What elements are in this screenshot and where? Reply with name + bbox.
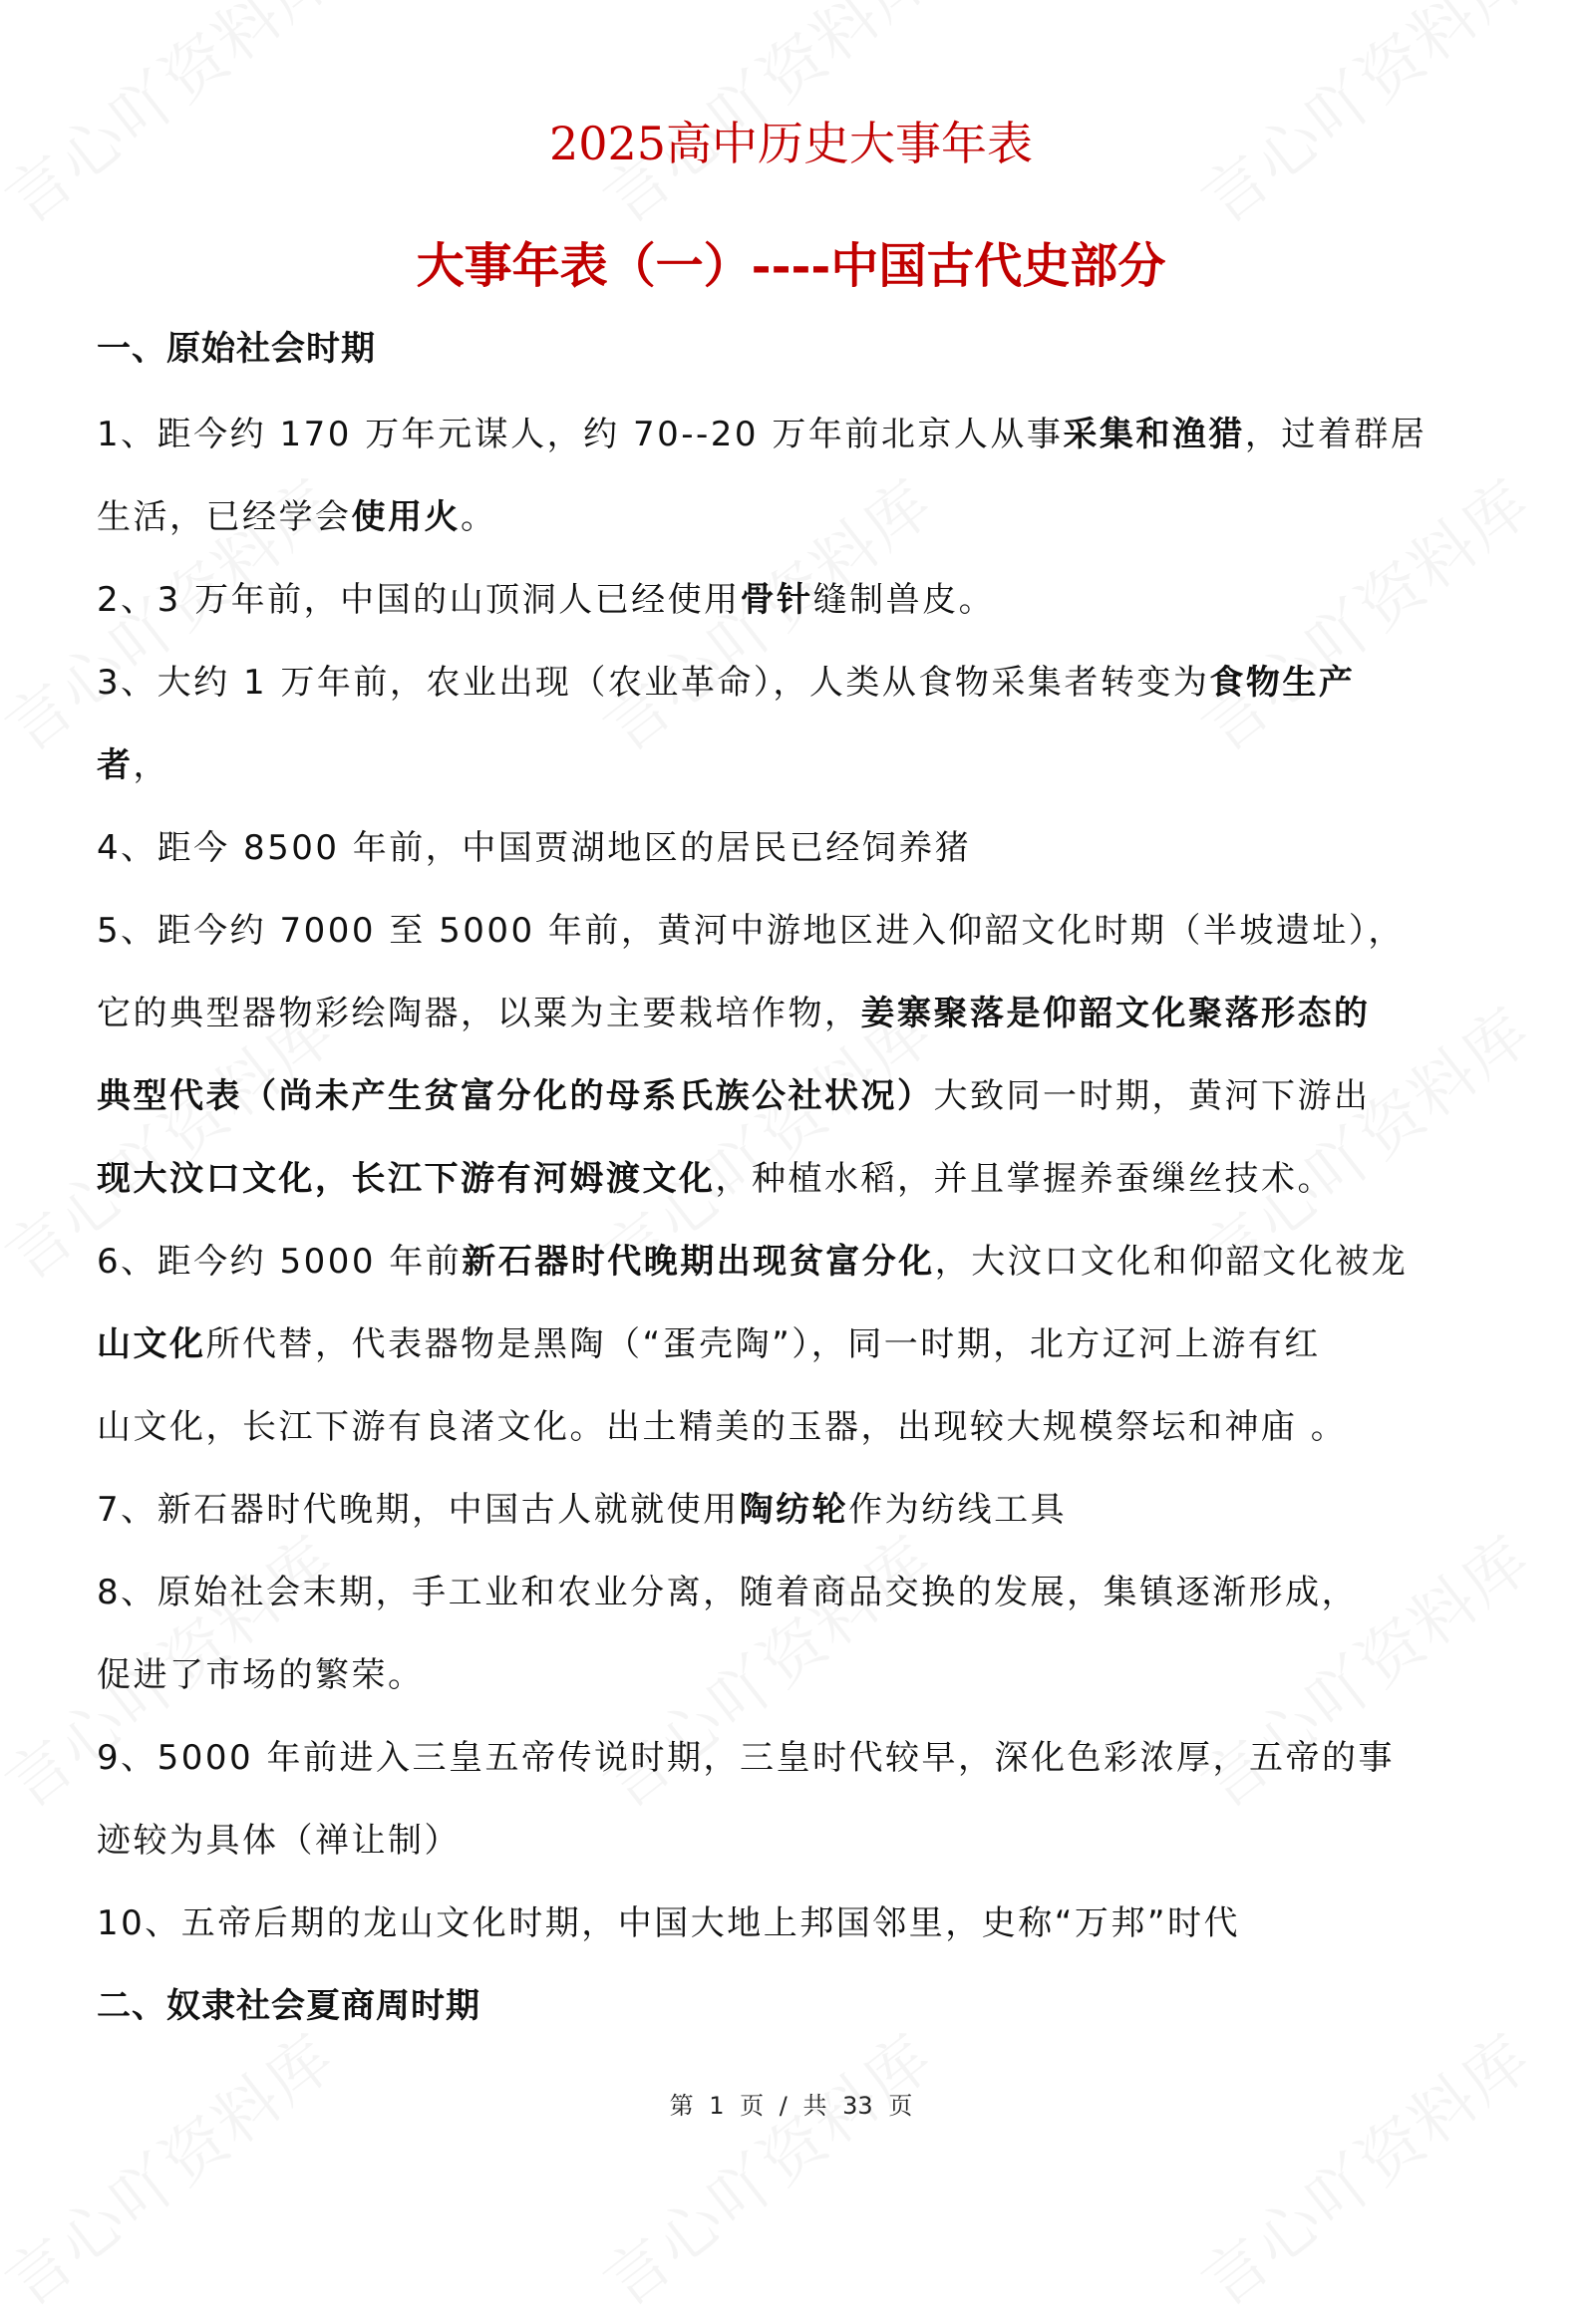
watermark xyxy=(1179,2009,1547,2324)
list-item-line: 生活，已经学会使用火。 xyxy=(97,497,497,537)
document-subtitle: 大事年表（一）----中国古代史部分 xyxy=(416,238,1166,294)
list-item-line: 促进了市场的繁荣。 xyxy=(97,1655,425,1695)
list-item-line: 3、大约 1 万年前，农业出现（农业革命），人类从食物采集者转变为食物生产 xyxy=(97,663,1356,703)
page-indicator: 第 1 页 / 共 33 页 xyxy=(669,2092,913,2120)
list-item-line: 6、距今约 5000 年前新石器时代晚期出现贫富分化，大汶口文化和仰韶文化被龙 xyxy=(97,1242,1409,1282)
list-item-line: 5、距今约 7000 至 5000 年前，黄河中游地区进入仰韶文化时期（半坡遗址）， xyxy=(97,911,1405,951)
list-item-line: 1、距今约 170 万年元谋人，约 70--20 万年前北京人从事采集和渔猎，过着群居 xyxy=(97,415,1427,454)
list-item-line: 迹较为具体（禅让制） xyxy=(97,1821,461,1861)
list-item-line: 8、原始社会末期，手工业和农业分离，随着商品交换的发展，集镇逐渐形成， xyxy=(97,1573,1359,1612)
section-heading: 一、原始社会时期 xyxy=(97,329,376,369)
watermark xyxy=(0,2009,351,2324)
list-item-line: 4、距今 8500 年前，中国贾湖地区的居民已经饲养猪 xyxy=(97,828,972,868)
list-item-line: 山文化所代替，代表器物是黑陶（“蛋壳陶”），同一时期，北方辽河上游有红 xyxy=(97,1324,1321,1364)
list-item-line: 现大汶口文化，长江下游有河姆渡文化，种植水稻，并且掌握养蚕缫丝技术。 xyxy=(97,1159,1334,1199)
list-item-line: 山文化，长江下游有良渚文化。出土精美的玉器，出现较大规模祭坛和神庙 。 xyxy=(97,1407,1348,1447)
watermark xyxy=(581,2009,949,2324)
list-item-line: 10、五帝后期的龙山文化时期，中国大地上邦国邻里，史称“万邦”时代 xyxy=(97,1903,1240,1943)
list-item-line: 它的典型器物彩绘陶器，以粟为主要栽培作物，姜寨聚落是仰韶文化聚落形态的 xyxy=(97,994,1371,1033)
list-item-line: 者， xyxy=(97,745,169,785)
watermark xyxy=(1179,454,1547,769)
section-heading: 二、奴隶社会夏商周时期 xyxy=(97,1986,480,2026)
list-item-line: 典型代表（尚未产生贫富分化的母系氏族公社状况）大致同一时期，黄河下游出 xyxy=(97,1076,1371,1116)
list-item-line: 7、新石器时代晚期，中国古人就就使用陶纺轮作为纺线工具 xyxy=(97,1490,1068,1530)
list-item-line: 9、5000 年前进入三皇五帝传说时期，三皇时代较早，深化色彩浓厚，五帝的事 xyxy=(97,1738,1395,1778)
list-item-line: 2、3 万年前，中国的山顶洞人已经使用骨针缝制兽皮。 xyxy=(97,580,996,620)
document-title: 2025高中历史大事年表 xyxy=(548,117,1034,170)
